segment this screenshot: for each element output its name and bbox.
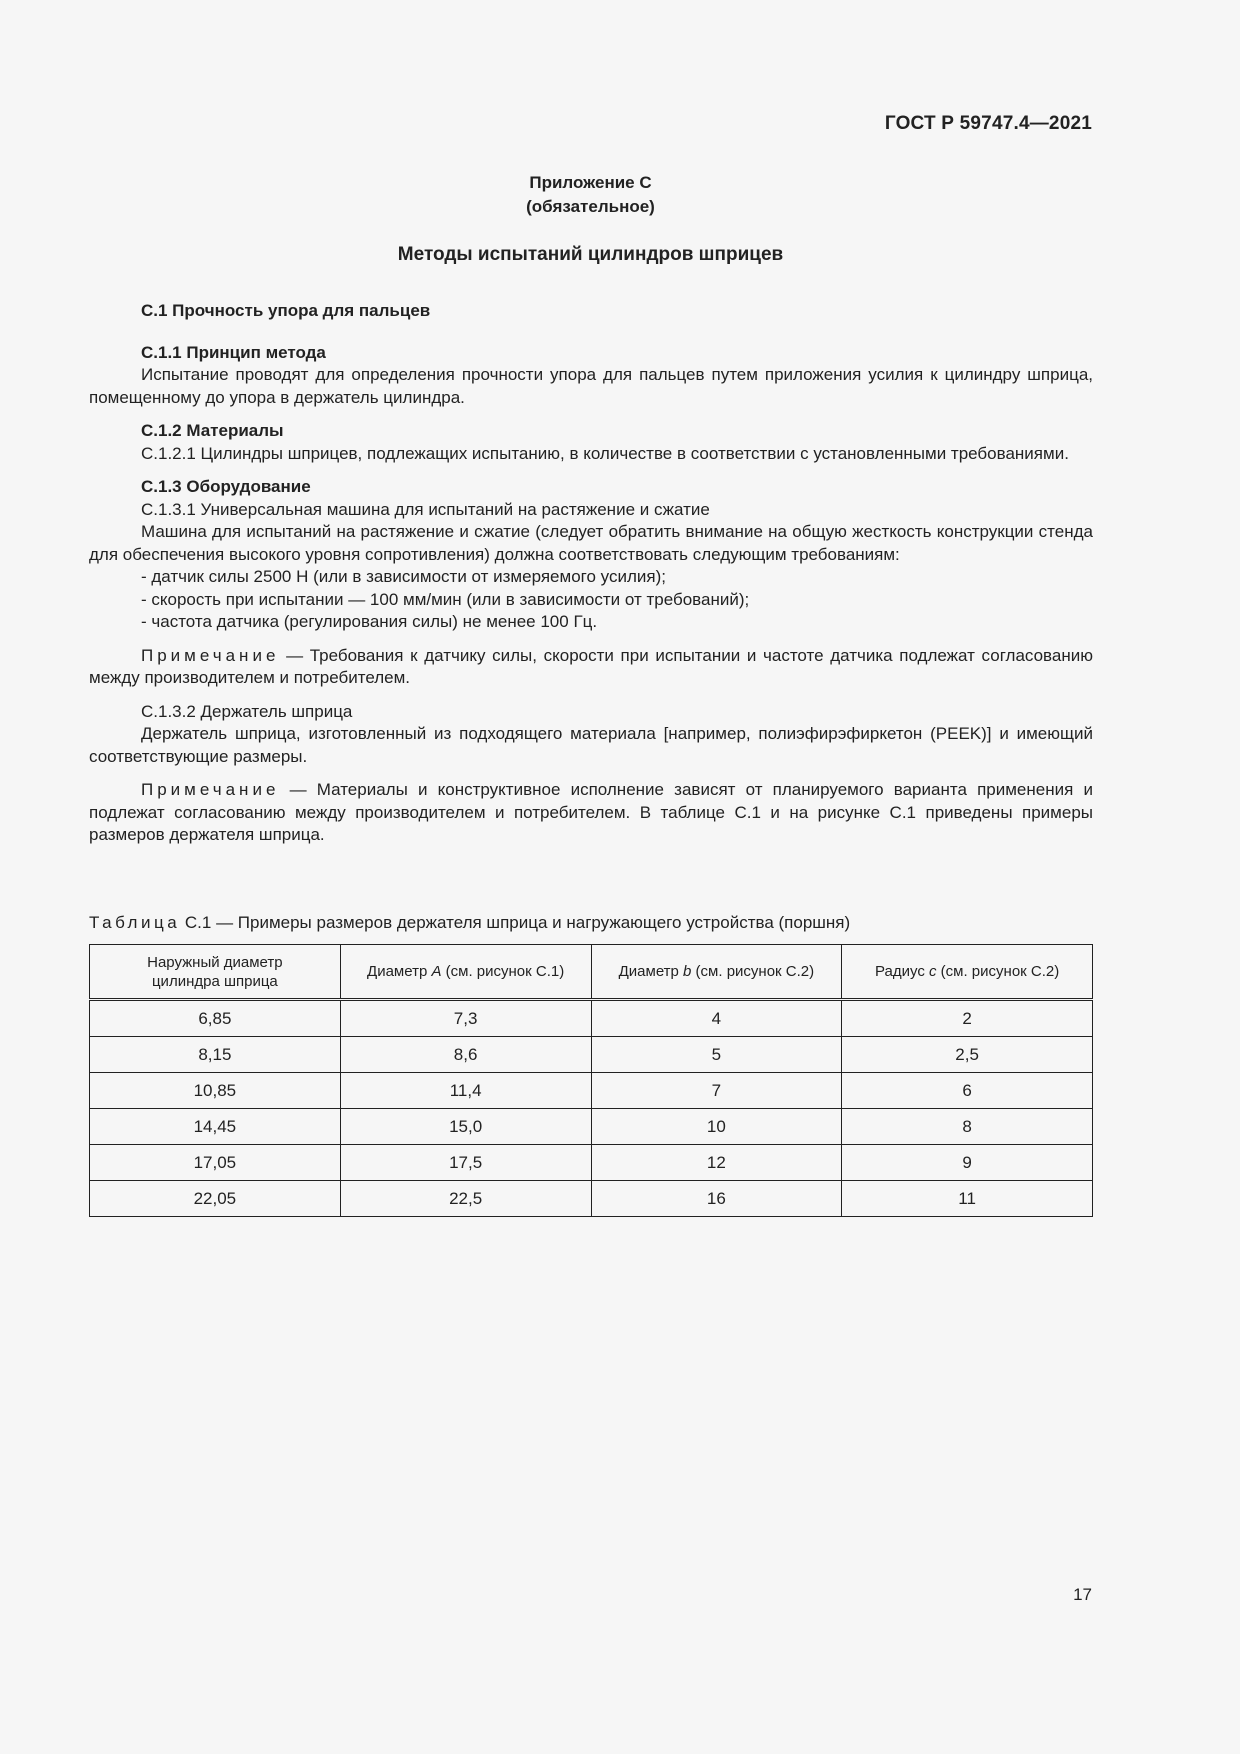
table-cell: 22,5 <box>340 1181 591 1217</box>
table-cell: 10,85 <box>90 1073 341 1109</box>
table-cell: 15,0 <box>340 1109 591 1145</box>
table-row <box>90 1000 1093 1037</box>
document-code: ГОСТ Р 59747.4—2021 <box>884 113 1092 134</box>
column-header-text: Наружный диаметр цилиндра шприца <box>147 953 283 990</box>
note-2 <box>89 779 1093 847</box>
subsection-heading-c13: С.1.3 Оборудование <box>141 477 311 496</box>
table-row <box>90 1073 1093 1109</box>
table-cell: 8,6 <box>340 1037 591 1073</box>
paragraph-c132: Держатель шприца, изготовленный из подходящего материала [например, полиэфирэфиркетон (PEEK)] и имеющий соответствующие размеры. <box>89 724 1093 766</box>
requirement-item: - датчик силы 2500 Н (или в зависимости от измеряемого усилия); <box>141 567 666 586</box>
table-cell: 6 <box>842 1073 1093 1109</box>
paragraph-c11: Испытание проводят для определения прочности упора для пальцев путем приложения усилия к цилиндру шприца, помещенному до упора в держатель цилиндра. <box>89 365 1093 407</box>
page-number: 17 <box>1073 1585 1092 1604</box>
section-heading-c1: С.1 Прочность упора для пальцев <box>141 301 431 320</box>
table-cell: 5 <box>591 1037 842 1073</box>
table-row <box>90 1109 1093 1145</box>
table-row <box>90 1181 1093 1217</box>
table-cell: 10 <box>591 1109 842 1145</box>
note-1-text: — Требования к датчику силы, скорости при испытании и частоте датчика подлежат согласованию между производителем и потребителем. <box>89 645 1093 687</box>
table-header-row <box>90 945 1093 1000</box>
column-header <box>90 945 341 1000</box>
table-cell: 9 <box>842 1145 1093 1181</box>
table-cell: 12 <box>591 1145 842 1181</box>
paragraph-c131-title: С.1.3.1 Универсальная машина для испытаний на растяжение и сжатие <box>141 499 710 519</box>
table-cell: 4 <box>591 1000 842 1037</box>
table-cell: 14,45 <box>90 1109 341 1145</box>
table-cell: 17,5 <box>340 1145 591 1181</box>
requirement-item: - частота датчика (регулирования силы) не менее 100 Гц. <box>141 612 598 631</box>
table-cell: 2 <box>842 1000 1093 1037</box>
table-row <box>90 1145 1093 1181</box>
appendix-title: Приложение С <box>529 173 652 192</box>
table-caption-text: С.1 — Примеры размеров держателя шприца и нагружающего устройства (поршня) <box>184 913 851 932</box>
dimensions-table <box>89 944 1093 1217</box>
paragraph-c131: Машина для испытаний на растяжение и сжатие (следует обратить внимание на общую жесткость конструкции стенда для обеспечения высокого уровня сопротивления) должна соответствовать следующим требованиям: <box>89 522 1093 564</box>
table-cell: 7,3 <box>340 1000 591 1037</box>
column-header: Радиус c (см. рисунок С.2) <box>842 945 1093 1000</box>
column-header: Диаметр A (см. рисунок С.1) <box>340 945 591 1000</box>
table-cell: 6,85 <box>90 1000 341 1037</box>
note-2-text: — Материалы и конструктивное исполнение зависят от планируемого варианта применения и подлежат согласованию между производителем и потребителем. В таблице С.1 и на рисунке С.1 приведены примеры размеров держателя шприца. <box>89 780 1093 844</box>
subsection-heading-c11: С.1.1 Принцип метода <box>141 342 326 362</box>
subsection-heading-c12: С.1.2 Материалы <box>141 421 284 440</box>
table-cell: 8 <box>842 1109 1093 1145</box>
paragraph-c132-title: С.1.3.2 Держатель шприца <box>141 701 353 721</box>
column-header: Диаметр b (см. рисунок С.2) <box>591 945 842 1000</box>
table-cell: 2,5 <box>842 1037 1093 1073</box>
main-title: Методы испытаний цилиндров шприцев <box>397 244 784 265</box>
appendix-status: (обязательное) <box>526 197 655 216</box>
table-caption <box>89 913 850 933</box>
table-cell: 11,4 <box>340 1073 591 1109</box>
table-row <box>90 1037 1093 1073</box>
table-cell: 11 <box>842 1181 1093 1217</box>
table-caption-label: Таблица <box>89 913 181 932</box>
table-cell: 17,05 <box>90 1145 341 1181</box>
table-cell: 8,15 <box>90 1037 341 1073</box>
section-c1 <box>89 300 1093 847</box>
note-label: Примечание <box>141 645 280 665</box>
paragraph-c121: С.1.2.1 Цилиндры шприцев, подлежащих испытанию, в количестве в соответствии с установленными требованиями. <box>141 443 1069 463</box>
table-cell: 7 <box>591 1073 842 1109</box>
requirement-item: - скорость при испытании — 100 мм/мин (или в зависимости от требований); <box>141 589 750 609</box>
table-cell: 16 <box>591 1181 842 1217</box>
note-1 <box>89 645 1093 690</box>
note-label: Примечание <box>141 780 280 799</box>
table-cell: 22,05 <box>90 1181 341 1217</box>
